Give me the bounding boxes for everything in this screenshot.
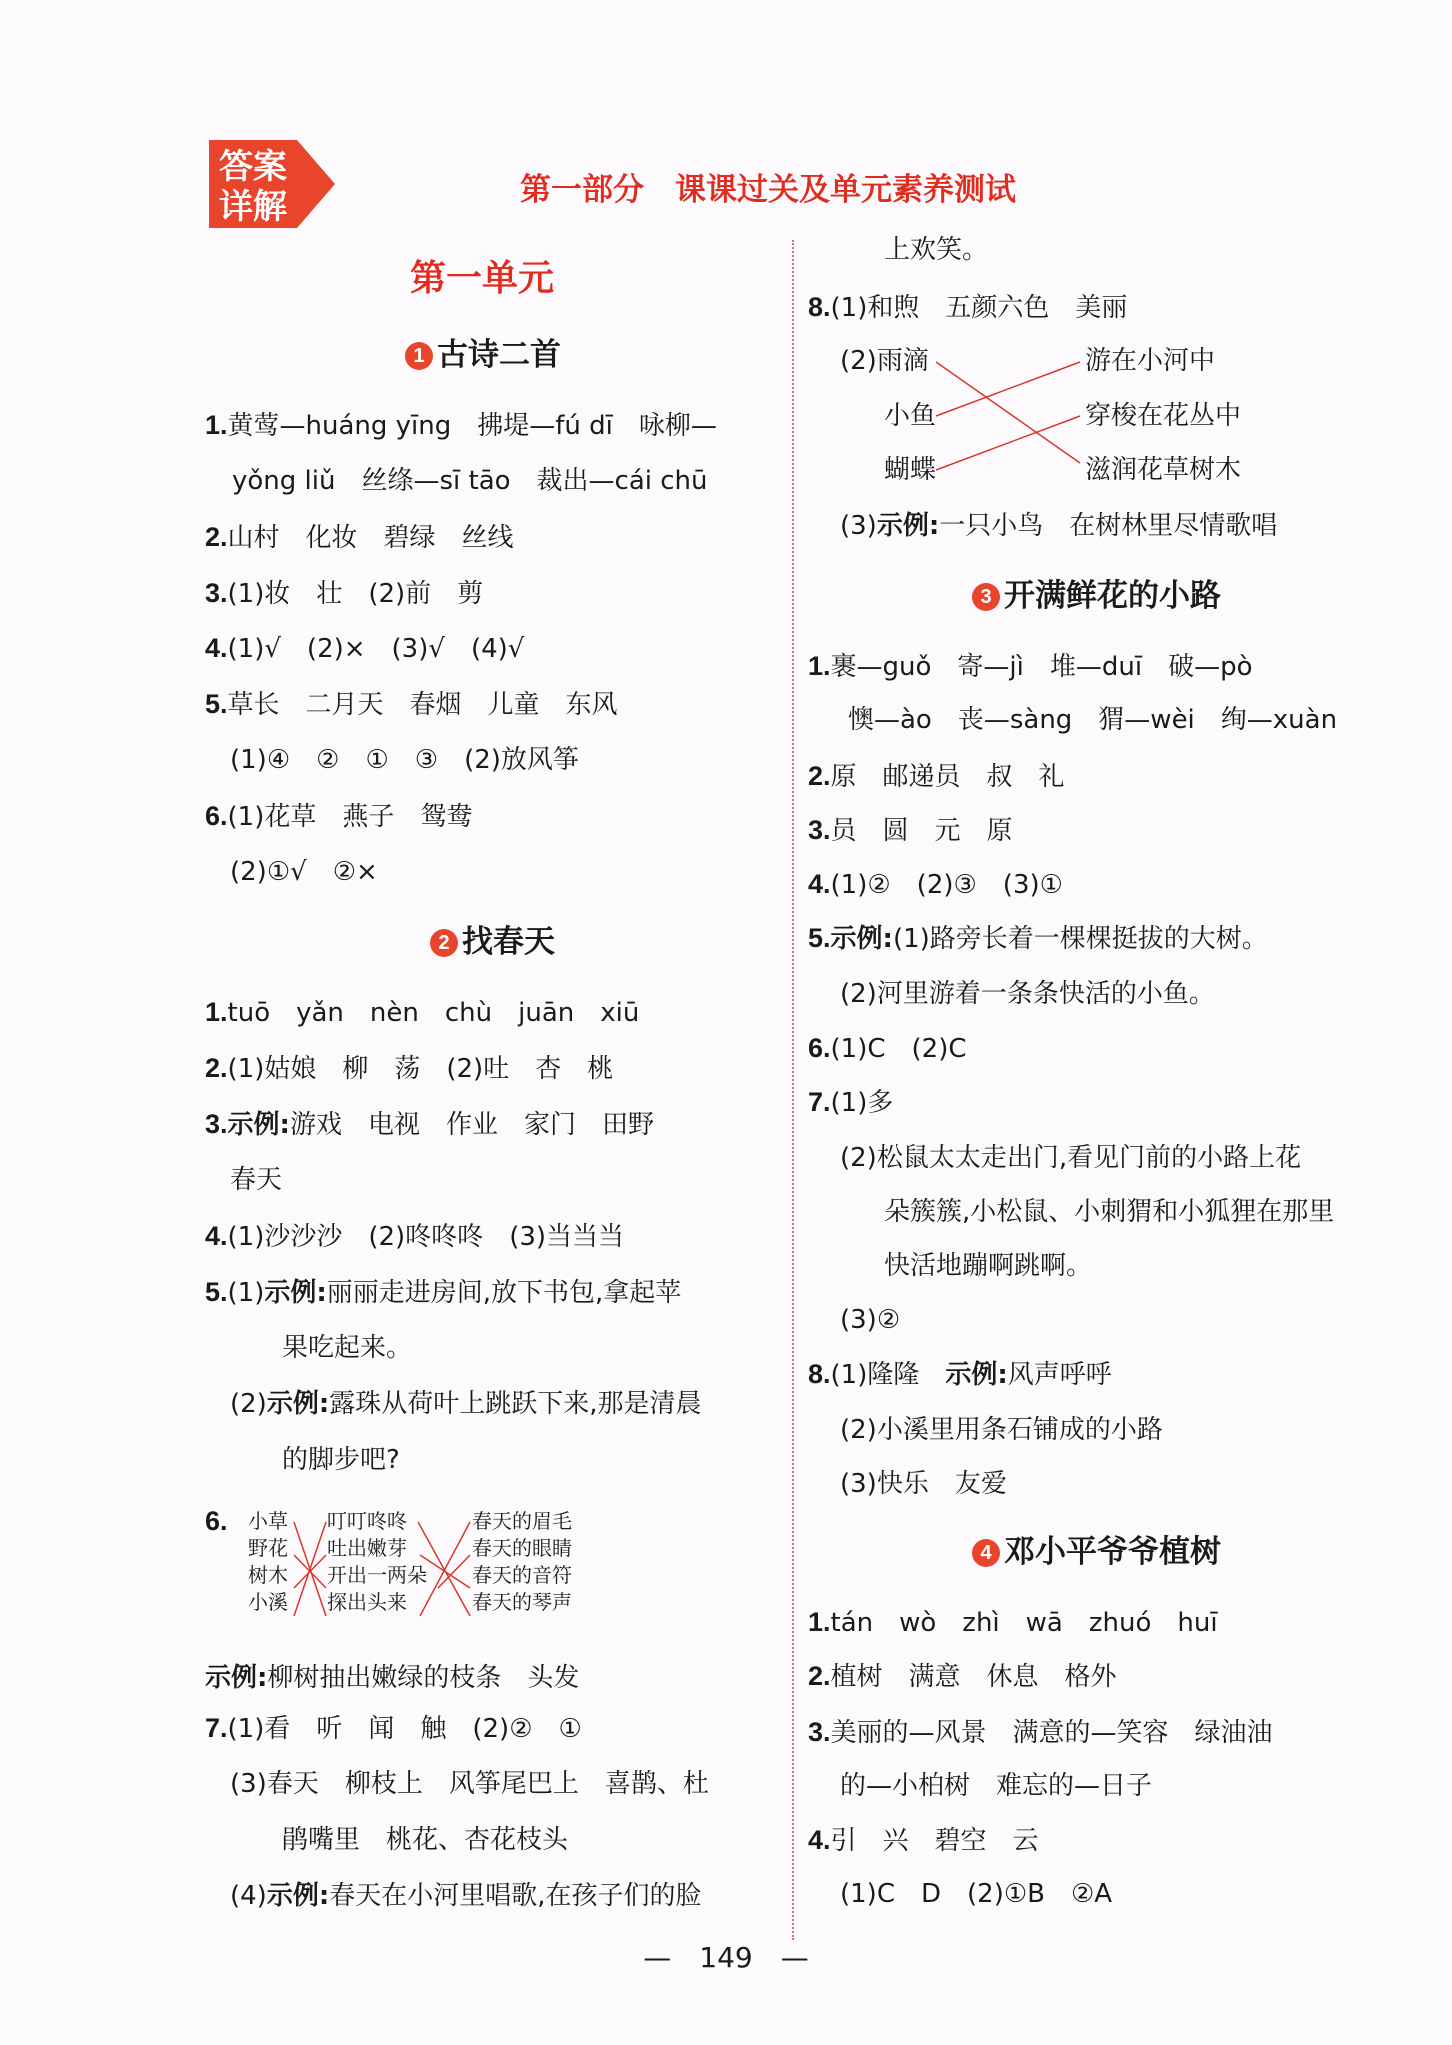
text-segment: 4.: [808, 869, 831, 899]
text-segment: 裹—guǒ 寄—jì 堆—duī 破—pò: [830, 652, 1253, 682]
answer-line: 上欢笑。: [884, 235, 989, 265]
text-segment: 邓小平爷爷植树: [1004, 1534, 1221, 1570]
text-segment: 2.: [808, 1661, 831, 1691]
answer-line: (2)河里游着一条条快活的小鱼。: [840, 979, 1215, 1009]
text-segment: 风声呼呼: [1007, 1360, 1112, 1390]
col3: [472, 1508, 572, 1616]
answer-line: [808, 1658, 1117, 1695]
text-segment: 春天的音符: [472, 1563, 572, 1587]
answer-line: (3)②: [840, 1305, 901, 1335]
text-segment: (1)花草 燕子 鸳鸯: [227, 802, 473, 832]
answer-line: [808, 289, 1127, 326]
text-segment: 吐出嫩芽: [327, 1536, 407, 1560]
text-segment: 1.: [205, 997, 228, 1027]
text-segment: 示例:: [266, 1881, 330, 1911]
text-segment: 雨滴: [876, 346, 929, 376]
text-segment: 5.: [808, 923, 831, 953]
column-divider: [792, 240, 794, 1940]
text-segment: 6.: [808, 1033, 831, 1063]
text-segment: 滋润花草树木: [1085, 455, 1242, 485]
text-segment: 示例:: [264, 1278, 327, 1308]
text-segment: 4.: [205, 1221, 228, 1251]
text-segment: (1)路旁长着一棵棵挺拔的大树。: [892, 924, 1268, 954]
text-segment: 示例:: [205, 1663, 268, 1693]
col1: [248, 1508, 288, 1616]
text-segment: (1)沙沙沙 (2)咚咚咚 (3)当当当: [227, 1222, 625, 1252]
text-segment: 示例:: [266, 1389, 330, 1419]
answer-line: yǒng liǔ 丝绦—sī tāo 裁出—cái chū: [232, 466, 708, 496]
answer-line: (1)C D (2)①B ②A: [840, 1879, 1113, 1909]
match-line: [294, 1522, 326, 1616]
answer-line: [808, 1822, 1039, 1859]
answer-line: (2)①√ ②×: [230, 857, 378, 887]
answer-line: [205, 407, 717, 444]
text-segment: 示例:: [830, 924, 893, 954]
section-title-text: 找春天: [462, 924, 555, 960]
text-segment: 原 邮递员 叔 礼: [830, 762, 1065, 792]
text-segment: 丽丽走进房间,放下书包,拿起苹: [326, 1278, 682, 1308]
text-segment: 示例:: [876, 511, 940, 541]
text-segment: 植树 满意 休息 格外: [830, 1662, 1117, 1692]
text-segment: 5.: [205, 1277, 228, 1307]
answer-line: 朵簇簇,小松鼠、小刺猬和小狐狸在那里: [884, 1197, 1335, 1227]
text-segment: 3.: [808, 815, 831, 845]
answer-line: [205, 686, 618, 723]
text-segment: (1)姑娘 柳 荡 (2)吐 杏 桃: [227, 1054, 614, 1084]
answer-line: [230, 1386, 702, 1422]
answer-line: 快活地蹦啊跳啊。: [884, 1251, 1093, 1281]
answer-line: [205, 994, 639, 1031]
text-segment: (1)看 听 闻 触 (2)② ①: [227, 1714, 582, 1744]
answer-line: [205, 1660, 579, 1696]
answer-line: [808, 648, 1253, 685]
text-segment: tán wò zhì wā zhuó huī: [830, 1608, 1218, 1638]
text-segment: 6.: [205, 1506, 228, 1536]
text-segment: 2.: [205, 522, 228, 552]
text-segment: 1.: [808, 1607, 831, 1637]
answer-line: (2)小溪里用条石铺成的小路: [840, 1415, 1163, 1445]
text-segment: [840, 343, 929, 379]
text-segment: (1): [227, 1278, 265, 1308]
text-segment: 8.: [808, 1359, 831, 1389]
answer-line: [808, 1714, 1273, 1751]
answer-line: [205, 1050, 613, 1087]
text-segment: 树木: [248, 1563, 288, 1587]
number-badge: 3: [972, 583, 1000, 611]
text-segment: 山村 化妆 碧绿 丝线: [227, 523, 514, 553]
section-title-text: 古诗二首: [437, 337, 561, 373]
text-segment: (2): [840, 346, 877, 376]
number-badge: 1: [405, 342, 433, 370]
match-line: [420, 1555, 470, 1588]
text-segment: (3): [840, 511, 877, 541]
text-segment: 小鱼: [884, 401, 937, 431]
answer-line: [205, 630, 524, 667]
answer-line: [205, 798, 472, 835]
text-segment: (1)和煦 五颜六色 美丽: [830, 293, 1128, 323]
text-segment: 小草: [248, 1509, 288, 1533]
match-line: [438, 1555, 470, 1588]
number-badge: 4: [972, 1539, 1000, 1567]
text-segment: 游在小河中: [1085, 346, 1216, 376]
answer-line: [205, 519, 514, 556]
text-segment: 草长 二月天 春烟 儿童 东风: [227, 690, 618, 720]
text-segment: 蝴蝶: [884, 455, 937, 485]
text-segment: 1.: [205, 410, 228, 440]
text-segment: 3.: [205, 1109, 228, 1139]
text-segment: 7.: [205, 1713, 228, 1743]
text-segment: (1)√ (2)× (3)√ (4)√: [227, 634, 525, 664]
answer-line: (3)春天 柳枝上 风筝尾巴上 喜鹊、杜: [230, 1769, 709, 1799]
answer-line: [840, 508, 1277, 544]
text-segment: 探出头来: [327, 1590, 407, 1614]
text-segment: 7.: [808, 1087, 831, 1117]
match-line: [936, 362, 1080, 416]
section-title-1: [405, 335, 561, 375]
answer-line: [230, 1878, 702, 1914]
text-segment: 示例:: [227, 1110, 290, 1140]
text-segment: 春天的琴声: [472, 1590, 572, 1614]
answer-line: (3)快乐 友爱: [840, 1469, 1007, 1499]
answer-line: (2)松鼠太太走出门,看见门前的小路上花: [840, 1143, 1302, 1173]
page-number: — 149 —: [643, 1941, 809, 1974]
answer-line: [808, 758, 1065, 795]
text-segment: (4): [230, 1881, 267, 1911]
unit-title: 第一单元: [410, 258, 555, 299]
text-segment: 3.: [808, 1717, 831, 1747]
answer-line: [205, 575, 483, 612]
match-line: [294, 1555, 326, 1588]
text-segment: 开出一两朵: [327, 1563, 427, 1587]
text-segment: 露珠从荷叶上跳跃下来,那是清晨: [329, 1389, 702, 1419]
answer-line: [808, 920, 1268, 957]
text-segment: 穿梭在花丛中: [1085, 401, 1242, 431]
text-segment: 春天的眉毛: [472, 1509, 572, 1533]
match-line: [294, 1555, 326, 1588]
answer-line: [808, 1084, 893, 1121]
text-segment: (2): [230, 1389, 267, 1419]
text-segment: 春天在小河里唱歌,在孩子们的脸: [329, 1881, 702, 1911]
text-segment: 2.: [808, 761, 831, 791]
answer-line: 鹃嘴里 桃花、杏花枝头: [282, 1825, 569, 1855]
text-segment: 3.: [205, 578, 228, 608]
text-segment: 8.: [808, 292, 831, 322]
text-segment: 详解: [219, 187, 287, 227]
answer-line: 懊—ào 丧—sàng 猬—wèi 绚—xuàn: [848, 705, 1338, 735]
text-segment: 一只小鸟 在树林里尽情歌唱: [939, 511, 1278, 541]
text-segment: 柳树抽出嫩绿的枝条 头发: [267, 1663, 580, 1693]
text-segment: 员 圆 元 原: [830, 816, 1013, 846]
col2: [327, 1508, 427, 1616]
text-segment: 游戏 电视 作业 家门 田野: [289, 1110, 654, 1140]
text-segment: 1.: [808, 651, 831, 681]
text-segment: (1)C (2)C: [830, 1034, 967, 1064]
text-segment: 2.: [205, 1053, 228, 1083]
text-segment: 美丽的—风景 满意的—笑容 绿油油: [830, 1718, 1273, 1748]
text-segment: (1)隆隆: [830, 1360, 946, 1390]
number-badge: 2: [430, 929, 458, 957]
answer-line: 果吃起来。: [282, 1333, 413, 1363]
text-segment: (1)多: [830, 1088, 894, 1118]
text-segment: 野花: [248, 1536, 288, 1560]
answer-line: [808, 1356, 1112, 1393]
match-line: [936, 362, 1080, 463]
answer-line: [808, 1030, 967, 1067]
text-segment: 黄莺—huáng yīng 拂堤—fú dī 咏柳—: [227, 411, 717, 441]
answer-line: [205, 1106, 654, 1143]
match-line: [420, 1522, 470, 1616]
text-segment: 开满鲜花的小路: [1004, 578, 1221, 614]
answer-line: 春天: [230, 1165, 283, 1195]
section-title-2: [430, 922, 555, 962]
part-title: 第一部分 课课过关及单元素养测试: [520, 172, 1016, 208]
answer-line: [205, 1218, 624, 1255]
answer-line: [808, 866, 1063, 903]
text-segment: 小溪: [248, 1590, 288, 1614]
section-title-4: [972, 1532, 1221, 1572]
answer-line: (1)④ ② ① ③ (2)放风筝: [230, 745, 579, 775]
text-segment: 4.: [205, 633, 228, 663]
text-segment: 春天的眼睛: [472, 1536, 572, 1560]
section-title-3: [972, 576, 1221, 616]
answer-logo: [205, 138, 337, 230]
match-line: [936, 416, 1080, 470]
text-segment: 叮叮咚咚: [327, 1509, 407, 1533]
text-segment: (1)妆 壮 (2)前 剪: [227, 579, 484, 609]
text-segment: 5.: [205, 689, 228, 719]
text-segment: 引 兴 碧空 云: [830, 1826, 1039, 1856]
text-segment: 6.: [205, 801, 228, 831]
text-segment: 4.: [808, 1825, 831, 1855]
text-segment: 示例:: [945, 1360, 1008, 1390]
answer-line: [205, 1710, 582, 1747]
answer-line: [205, 1274, 681, 1311]
answer-line: 的—小柏树 难忘的—日子: [840, 1771, 1153, 1801]
text-segment: tuō yǎn nèn chù juān xiū: [227, 998, 640, 1028]
match-line: [294, 1522, 326, 1616]
answer-line: [808, 1604, 1218, 1641]
text-segment: (1)② (2)③ (3)①: [830, 870, 1063, 900]
answer-line: 的脚步吧?: [282, 1445, 400, 1475]
text-segment: 答案: [219, 147, 287, 187]
answer-line: [808, 812, 1013, 849]
